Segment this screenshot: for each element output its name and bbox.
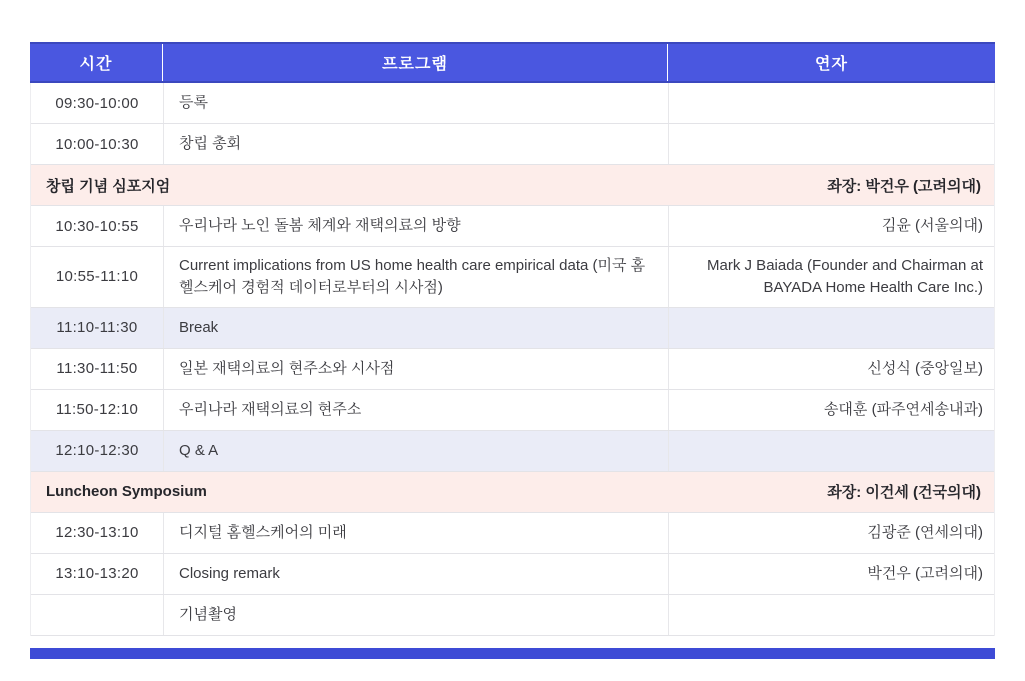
- table-row: [31, 390, 994, 431]
- cell-program: 기념촬영: [163, 595, 668, 635]
- cell-program: 등록: [163, 83, 668, 123]
- cell-program: 디지털 홈헬스케어의 미래: [163, 513, 668, 553]
- cell-speaker: 신성식 (중앙일보): [668, 349, 996, 389]
- cell-speaker: [668, 124, 996, 164]
- footer-accent-bar: [30, 648, 995, 659]
- table-row: [31, 124, 994, 165]
- cell-time: [31, 595, 163, 635]
- section-row: [31, 472, 994, 513]
- table-row: [31, 554, 994, 595]
- cell-time: 10:30-10:55: [55, 217, 139, 235]
- table-row: [31, 206, 994, 247]
- header-cell-program: 프로그램: [162, 44, 667, 81]
- cell-time: 11:50-12:10: [55, 401, 139, 418]
- section-chair: 좌장: 이건세 (건국의대): [827, 484, 981, 501]
- table-row: [31, 595, 994, 636]
- cell-speaker: 김윤 (서울의대): [668, 206, 996, 246]
- cell-time: 12:30-13:10: [55, 524, 139, 541]
- cell-speaker: [668, 83, 996, 123]
- section-title: Luncheon Symposium: [46, 483, 207, 500]
- cell-program: Break: [163, 308, 668, 348]
- section-title: 창립 기념 심포지엄: [46, 177, 171, 195]
- cell-program: 우리나라 노인 돌봄 체계와 재택의료의 방향: [163, 206, 668, 246]
- table-body: [30, 83, 995, 636]
- table-row: [31, 83, 994, 124]
- cell-speaker: 송대훈 (파주연세송내과): [668, 390, 996, 430]
- cell-program: Q & A: [163, 431, 668, 471]
- section-chair: 좌장: 박건우 (고려의대): [827, 177, 981, 195]
- cell-speaker: [668, 308, 996, 348]
- program-schedule-table: [30, 42, 995, 636]
- cell-speaker: [668, 595, 996, 635]
- table-row: [31, 308, 994, 349]
- table-header-row: [30, 42, 995, 83]
- cell-time: 10:00-10:30: [55, 135, 139, 153]
- cell-time: 11:30-11:50: [56, 360, 138, 377]
- cell-speaker: [668, 431, 996, 471]
- cell-program: Current implications from US home health care empirical data (미국 홈헬스케어 경험적 데이터로부터의 시사점): [163, 247, 668, 307]
- cell-time: 13:10-13:20: [55, 565, 139, 582]
- cell-program: 창립 총회: [163, 124, 668, 164]
- table-row: [31, 247, 994, 308]
- cell-program: 우리나라 재택의료의 현주소: [163, 390, 668, 430]
- cell-time: 09:30-10:00: [55, 94, 139, 112]
- table-row: [31, 513, 994, 554]
- cell-time: 12:10-12:30: [55, 442, 139, 459]
- section-row: [31, 165, 994, 206]
- cell-speaker: 박건우 (고려의대): [668, 554, 996, 594]
- header-cell-time: 시간: [79, 56, 113, 73]
- cell-speaker: 김광준 (연세의대): [668, 513, 996, 553]
- table-row: [31, 349, 994, 390]
- cell-program: 일본 재택의료의 현주소와 시사점: [163, 349, 668, 389]
- cell-speaker: Mark J Baiada (Founder and Chairman at BAYADA Home Health Care Inc.): [668, 247, 996, 307]
- cell-time: 10:55-11:10: [55, 268, 139, 286]
- header-cell-speaker: 연자: [667, 44, 995, 81]
- table-row: [31, 431, 994, 472]
- cell-time: 11:10-11:30: [56, 319, 138, 336]
- cell-program: Closing remark: [163, 554, 668, 594]
